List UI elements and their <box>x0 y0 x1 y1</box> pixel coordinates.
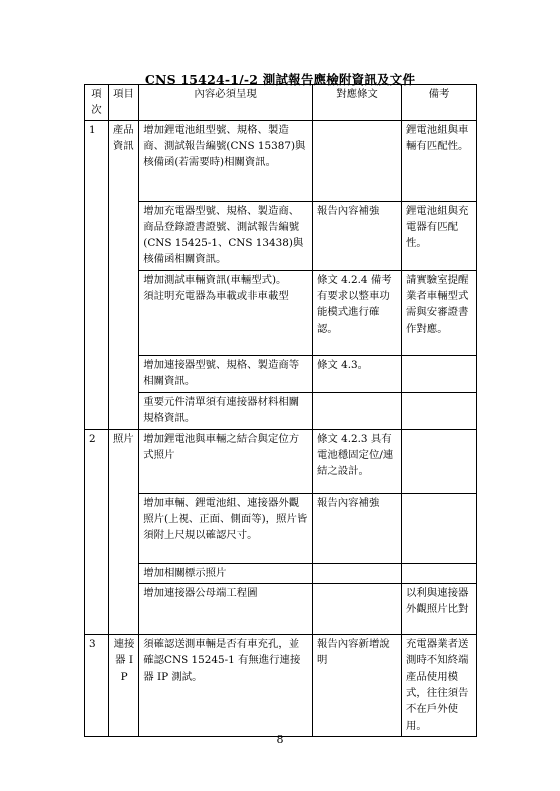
row-content: 增加測試車輛資訊(車輛型式)。 須註明充電器為車載或非車載型 <box>139 270 313 355</box>
row-index: 3 <box>85 635 109 737</box>
row-note <box>402 563 477 583</box>
row-clause: 報告內容補強 <box>313 201 402 270</box>
row-note: 充電器業者送測時不知終端產品使用模式，往往須告不在戶外使用。 <box>402 635 477 737</box>
table-row <box>85 355 477 392</box>
row-content: 增加連接器公母端工程圖 <box>139 584 313 635</box>
table-row <box>85 201 477 270</box>
header-item: 項目 <box>108 85 138 121</box>
row-content: 增加鋰電池組型號、規格、製造商、測試報告編號(CNS 15387)與核備函(若需要時)相關資訊。 <box>139 120 313 201</box>
row-index: 2 <box>85 429 109 634</box>
table-header-row <box>85 85 477 121</box>
row-item: 產品資訊 <box>108 120 138 429</box>
row-item: 連接器 IP <box>108 635 138 737</box>
row-clause <box>313 120 402 201</box>
row-content: 須確認送測車輛是否有車充孔，並確認CNS 15245-1 有無進行連接器 IP 測試。 <box>139 635 313 737</box>
row-note: 鋰電池組與充電器有匹配性。 <box>402 201 477 270</box>
row-clause: 條文 4.2.4 備考有要求以整車功能模式進行確認。 <box>313 270 402 355</box>
row-content: 重要元件清單須有連接器材料相關規格資訊。 <box>139 392 313 429</box>
header-index: 項次 <box>85 85 109 121</box>
row-content: 增加連接器型號、規格、製造商等相關資訊。 <box>139 355 313 392</box>
header-content: 內容必須呈現 <box>139 85 313 121</box>
page-title: CNS 15424-1/-2 測試報告應檢附資訊及文件 <box>144 72 416 87</box>
row-note <box>402 392 477 429</box>
header-clause: 對應條文 <box>313 85 402 121</box>
row-item: 照片 <box>108 429 138 634</box>
table-row <box>85 584 477 635</box>
row-clause: 報告內容新增說明 <box>313 635 402 737</box>
row-content: 增加相關標示照片 <box>139 563 313 583</box>
row-content: 增加車輛、鋰電池組、連接器外觀照片(上視、正面、側面等)，照片皆須附上尺規以確認尺寸。 <box>139 493 313 563</box>
row-note <box>402 429 477 493</box>
row-note: 請實驗室提醒業者車輛型式需與安審證書作對應。 <box>402 270 477 355</box>
row-content: 增加充電器型號、規格、製造商、商品登錄證書證號、測試報告編號(CNS 15425-1、CNS 13438)與核備函相關資訊。 <box>139 201 313 270</box>
requirements-table <box>84 84 477 737</box>
table-row <box>85 120 477 201</box>
table-row <box>85 429 477 493</box>
row-clause: 條文 4.3。 <box>313 355 402 392</box>
row-content: 增加鋰電池與車輛之結合與定位方式照片 <box>139 429 313 493</box>
table-row <box>85 392 477 429</box>
row-note: 鋰電池組與車輛有匹配性。 <box>402 120 477 201</box>
header-note: 備考 <box>402 85 477 121</box>
row-clause <box>313 584 402 635</box>
row-clause <box>313 392 402 429</box>
page-number: 8 <box>276 733 284 746</box>
row-index: 1 <box>85 120 109 429</box>
table-row <box>85 270 477 355</box>
table-row <box>85 563 477 583</box>
row-clause <box>313 563 402 583</box>
row-note: 以利與連接器外觀照片比對 <box>402 584 477 635</box>
row-note <box>402 355 477 392</box>
table-row <box>85 635 477 737</box>
row-clause: 報告內容補強 <box>313 493 402 563</box>
row-note <box>402 493 477 563</box>
row-clause: 條文 4.2.3 具有電池穩固定位/連結之設計。 <box>313 429 402 493</box>
table-row <box>85 493 477 563</box>
